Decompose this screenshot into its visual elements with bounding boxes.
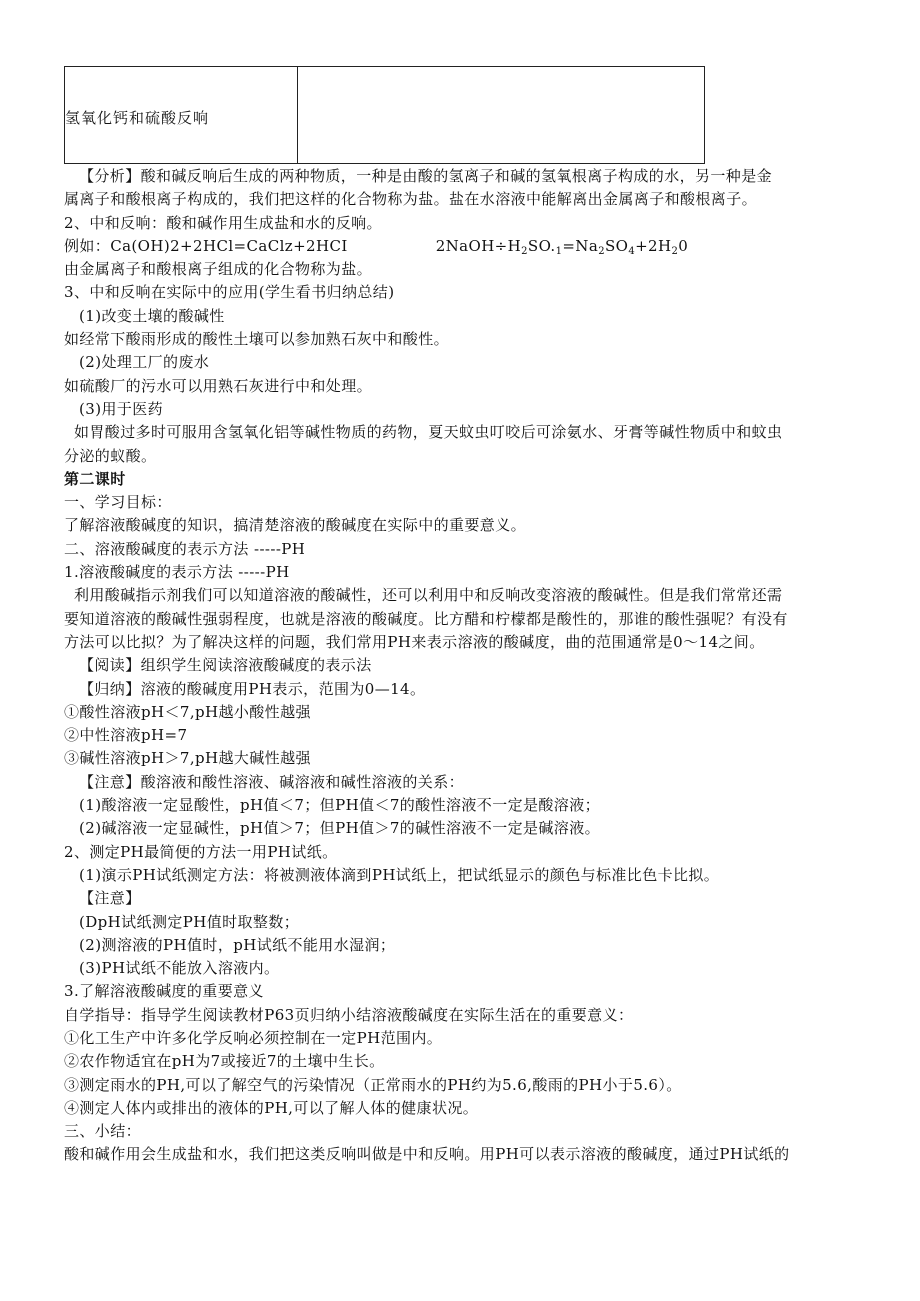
significance-4: ④测定人体内或排出的液体的PH,可以了解人体的健康状况。 [64, 1098, 479, 1117]
section-applications: 3、中和反响在实际中的应用(学生看书归纳总结) [64, 283, 395, 302]
ph-paper-heading: 2、测定PH最简便的方法一用PH试纸。 [64, 842, 338, 861]
equation-2: $2NaOH\div H_2SO._1=Na_2SO_4+2H_20$ [435, 236, 689, 257]
ph-subheading: 1.溶液酸碱度的表示方法 -----PH [64, 563, 290, 582]
application-3-text-2: 分泌的蚁酸。 [64, 446, 157, 465]
significance-3: ③测定雨水的PH,可以了解空气的污染情况（正常雨水的PH约为5.6,酸雨的PH小于5.6）。 [64, 1075, 682, 1094]
summary-text: 酸和碱作用会生成盐和水，我们把这类反响叫做是中和反响。用PH可以表示溶液的酸碱度，通过PH试纸的 [64, 1145, 790, 1164]
reading-note: 【阅读】组织学生阅读溶液酸碱度的表示法 [79, 656, 372, 675]
application-2-text: 如硫酸厂的污水可以用熟石灰进行中和处理。 [64, 376, 373, 395]
attention-item-2: (2)碱溶液一定显碱性，pH值＞7；但PH值＞7的碱性溶液不一定是碱溶液。 [79, 819, 600, 838]
table-row [65, 67, 705, 164]
application-3-title: (3)用于医药 [79, 399, 164, 418]
application-2-title: (2)处理工厂的废水 [79, 353, 210, 372]
application-1-title: (1)改变土壤的酸碱性 [79, 306, 225, 325]
attention-point-3: (3)PH试纸不能放入溶液内。 [79, 959, 280, 978]
attention-point-1: (DpH试纸测定PH值时取整数； [79, 912, 300, 931]
lesson-2-heading: 第二课时 [64, 469, 126, 488]
attention-heading: 【注意】 [79, 889, 141, 908]
salt-definition: 由金属离子和酸根离子组成的化合物称为盐。 [64, 260, 373, 279]
ph-paper-demo: (1)演示PH试纸测定方法：将被测液体滴到PH试纸上，把试纸显示的颜色与标准比色卡比拟。 [79, 865, 720, 884]
section-ph-heading: 二、溶液酸碱度的表示方法 -----PH [64, 539, 306, 558]
analysis-line-1: 【分析】酸和碱反响后生成的两种物质，一种是由酸的氢离子和碱的氢氧根离子构成的水，另一种是金 [79, 167, 773, 185]
table-cell-empty [298, 67, 705, 164]
reaction-table [64, 66, 705, 164]
body-text [64, 165, 864, 1167]
attention-point-2: (2)测溶液的PH值时，pH试纸不能用水湿润； [79, 935, 396, 954]
objectives-heading: 一、学习目标： [64, 493, 172, 512]
significance-1: ①化工生产中许多化学反响必须控制在一定PH范围内。 [64, 1028, 443, 1047]
summary-heading: 三、小结： [64, 1122, 142, 1141]
significance-2: ②农作物适宜在pH为7或接近7的土壤中生长。 [64, 1052, 385, 1071]
equation-1: 例如：Ca(OH)2+2HCl=CaClz+2HCI [64, 236, 348, 255]
self-study-guide: 自学指导：指导学生阅读教材P63页归纳小结溶液酸碱度在实际生活在的重要意义： [64, 1005, 634, 1024]
application-1-text: 如经常下酸雨形成的酸性土壤可以参加熟石灰中和酸性。 [64, 330, 450, 349]
significance-heading: 3.了解溶液酸碱度的重要意义 [64, 982, 264, 1001]
neutralization-definition: 2、中和反响：酸和碱作用生成盐和水的反响。 [64, 213, 382, 232]
basic-rule: ③碱性溶液pH＞7,pH越大碱性越强 [64, 749, 311, 768]
summary-note: 【归纳】溶液的酸碱度用PH表示，范围为0—14。 [79, 679, 426, 698]
neutral-rule: ②中性溶液pH=7 [64, 726, 188, 745]
table-cell-reaction: 氢氧化钙和硫酸反响 [65, 67, 298, 164]
attention-note: 【注意】酸溶液和酸性溶液、碱溶液和碱性溶液的关系： [79, 772, 465, 791]
equation-line [64, 235, 864, 258]
analysis-line-2: 属离子和酸根离子构成的，我们把这样的化合物称为盐。盐在水溶液中能解离出金属离子和酸根离子。 [64, 190, 758, 209]
application-3-text-1: 如胃酸过多时可服用含氢氧化铝等碱性物质的药物，夏天蚊虫叮咬后可涂氨水、牙膏等碱性物质中和蚊虫 [74, 423, 783, 442]
attention-item-1: (1)酸溶液一定显酸性，pH值＜7；但PH值＜7的酸性溶液不一定是酸溶液； [79, 796, 600, 815]
acidic-rule: ①酸性溶液pH＜7,pH越小酸性越强 [64, 702, 311, 721]
document-page [64, 66, 864, 1167]
ph-paragraph-2: 要知道溶液的酸碱性强弱程度，也就是溶液的酸碱度。比方醋和柠檬都是酸性的，那谁的酸性强呢？有没有 [64, 609, 788, 628]
objectives-text: 了解溶液酸碱度的知识，搞清楚溶液的酸碱度在实际中的重要意义。 [64, 516, 527, 535]
ph-paragraph-1: 利用酸碱指示剂我们可以知道溶液的酸碱性，还可以利用中和反响改变溶液的酸碱性。但是我们常常还需 [74, 586, 783, 605]
ph-paragraph-3: 方法可以比拟？为了解决这样的问题，我们常用PH来表示溶液的酸碱度，曲的范围通常是0～14之间。 [64, 632, 765, 651]
